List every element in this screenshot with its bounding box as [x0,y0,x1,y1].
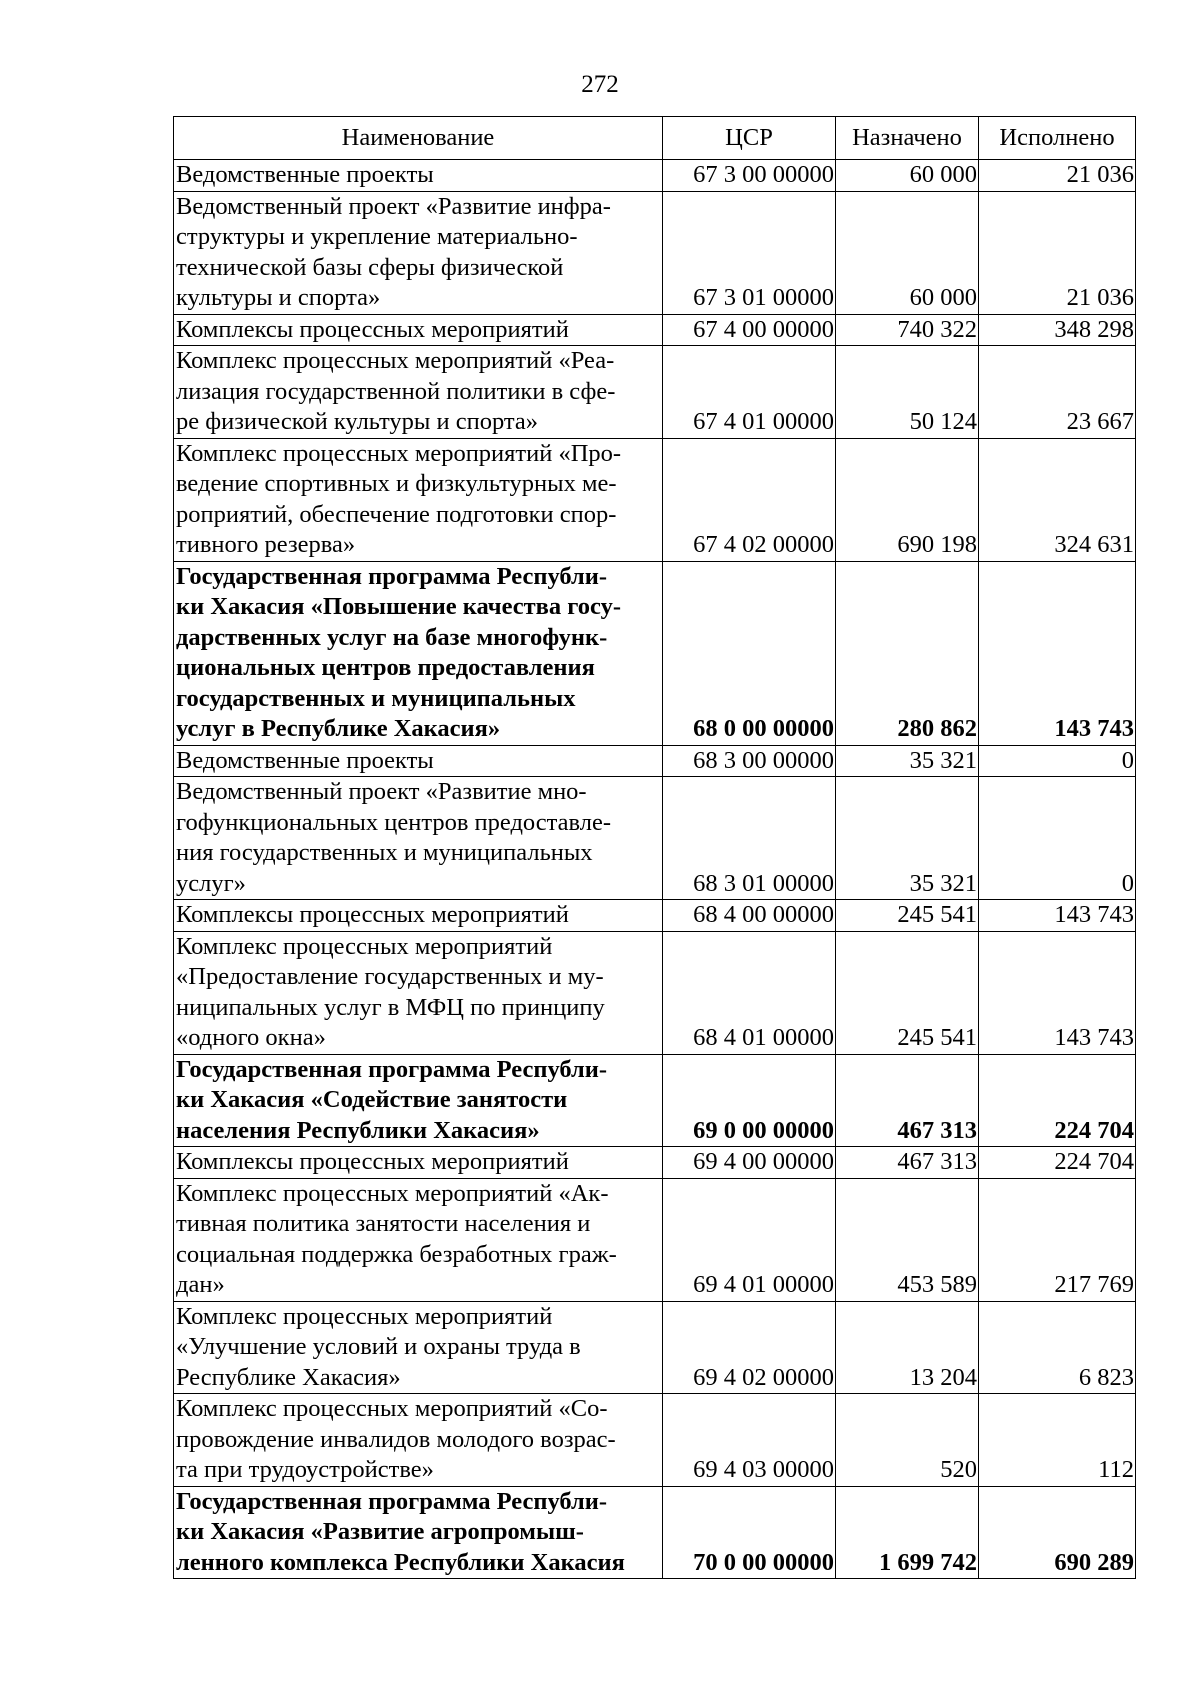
row-executed: 0 [979,745,1136,777]
row-executed: 21 036 [979,191,1136,314]
table-header-row [174,117,1136,160]
row-executed: 143 743 [979,931,1136,1054]
page-number: 272 [581,71,619,98]
row-csr: 68 3 00 00000 [663,745,836,777]
table-row [174,191,1136,314]
row-csr: 68 4 01 00000 [663,931,836,1054]
row-assigned: 60 000 [836,160,979,192]
row-assigned: 467 313 [836,1147,979,1179]
row-name: Государственная программа Республи- ки Хакасия «Повышение качества госу- дарственных услуг на базе многофунк- циональных центров предоставления государственных и муниципальных услуг в Республике Хакасия» [174,561,663,745]
row-executed: 143 743 [979,561,1136,745]
row-executed: 224 704 [979,1054,1136,1147]
row-csr: 68 0 00 00000 [663,561,836,745]
row-name: Комплекс процессных мероприятий «Реа- лизация государственной политики в сфе- ре физической культуры и спорта» [174,346,663,439]
row-assigned: 60 000 [836,191,979,314]
row-csr: 69 0 00 00000 [663,1054,836,1147]
header-csr: ЦСР [663,117,836,160]
table-row [174,1147,1136,1179]
row-name: Ведомственные проекты [174,160,663,192]
row-name: Комплекс процессных мероприятий «Ак- тивная политика занятости населения и социальная поддержка безработных граж- дан» [174,1178,663,1301]
table-row [174,1394,1136,1487]
row-csr: 69 4 01 00000 [663,1178,836,1301]
row-assigned: 245 541 [836,931,979,1054]
row-assigned: 13 204 [836,1301,979,1394]
table-row [174,777,1136,900]
table-row [174,1178,1136,1301]
row-csr: 67 4 02 00000 [663,438,836,561]
row-name: Комплекс процессных мероприятий «Предоставление государственных и му- ниципальных услуг в МФЦ по принципу «одного окна» [174,931,663,1054]
header-executed: Исполнено [979,117,1136,160]
row-executed: 690 289 [979,1486,1136,1579]
row-csr: 69 4 03 00000 [663,1394,836,1487]
row-csr: 67 3 01 00000 [663,191,836,314]
row-assigned: 50 124 [836,346,979,439]
row-csr: 69 4 02 00000 [663,1301,836,1394]
header-assigned: Назначено [836,117,979,160]
table-row [174,745,1136,777]
table-body [174,160,1136,1579]
row-executed: 224 704 [979,1147,1136,1179]
table-row [174,931,1136,1054]
row-executed: 21 036 [979,160,1136,192]
row-name: Государственная программа Республи- ки Хакасия «Развитие агропромыш- ленного комплекса Республики Хакасия [174,1486,663,1579]
row-assigned: 453 589 [836,1178,979,1301]
header-name: Наименование [174,117,663,160]
table-row [174,1301,1136,1394]
row-name: Комплекс процессных мероприятий «Про- ведение спортивных и физкультурных ме- роприятий, обеспечение подготовки спор- тивного резерва» [174,438,663,561]
row-executed: 0 [979,777,1136,900]
row-name: Ведомственные проекты [174,745,663,777]
row-executed: 217 769 [979,1178,1136,1301]
row-name: Комплексы процессных мероприятий [174,314,663,346]
row-name: Комплексы процессных мероприятий [174,1147,663,1179]
row-csr: 67 4 00 00000 [663,314,836,346]
row-csr: 70 0 00 00000 [663,1486,836,1579]
row-assigned: 35 321 [836,777,979,900]
row-csr: 67 3 00 00000 [663,160,836,192]
row-executed: 324 631 [979,438,1136,561]
row-name: Комплекс процессных мероприятий «Улучшение условий и охраны труда в Республике Хакасия» [174,1301,663,1394]
row-assigned: 520 [836,1394,979,1487]
budget-table [173,116,1136,1579]
row-executed: 23 667 [979,346,1136,439]
row-csr: 68 4 00 00000 [663,900,836,932]
row-executed: 348 298 [979,314,1136,346]
row-assigned: 467 313 [836,1054,979,1147]
row-assigned: 245 541 [836,900,979,932]
row-assigned: 740 322 [836,314,979,346]
table-row [174,346,1136,439]
row-name: Комплексы процессных мероприятий [174,900,663,932]
table-row [174,160,1136,192]
table-row [174,1054,1136,1147]
row-csr: 68 3 01 00000 [663,777,836,900]
row-name: Ведомственный проект «Развитие мно- гофункциональных центров предоставле- ния государственных и муниципальных услуг» [174,777,663,900]
table-row [174,1486,1136,1579]
row-name: Ведомственный проект «Развитие инфра- структуры и укрепление материально- технической базы сферы физической культуры и спорта» [174,191,663,314]
row-csr: 67 4 01 00000 [663,346,836,439]
row-executed: 143 743 [979,900,1136,932]
table-row [174,314,1136,346]
row-assigned: 35 321 [836,745,979,777]
row-assigned: 1 699 742 [836,1486,979,1579]
row-executed: 6 823 [979,1301,1136,1394]
table-row [174,438,1136,561]
row-csr: 69 4 00 00000 [663,1147,836,1179]
row-assigned: 690 198 [836,438,979,561]
table-row [174,561,1136,745]
row-executed: 112 [979,1394,1136,1487]
row-name: Государственная программа Республи- ки Хакасия «Содействие занятости населения Республики Хакасия» [174,1054,663,1147]
table-row [174,900,1136,932]
row-name: Комплекс процессных мероприятий «Со- провождение инвалидов молодого возрас- та при трудоустройстве» [174,1394,663,1487]
row-assigned: 280 862 [836,561,979,745]
